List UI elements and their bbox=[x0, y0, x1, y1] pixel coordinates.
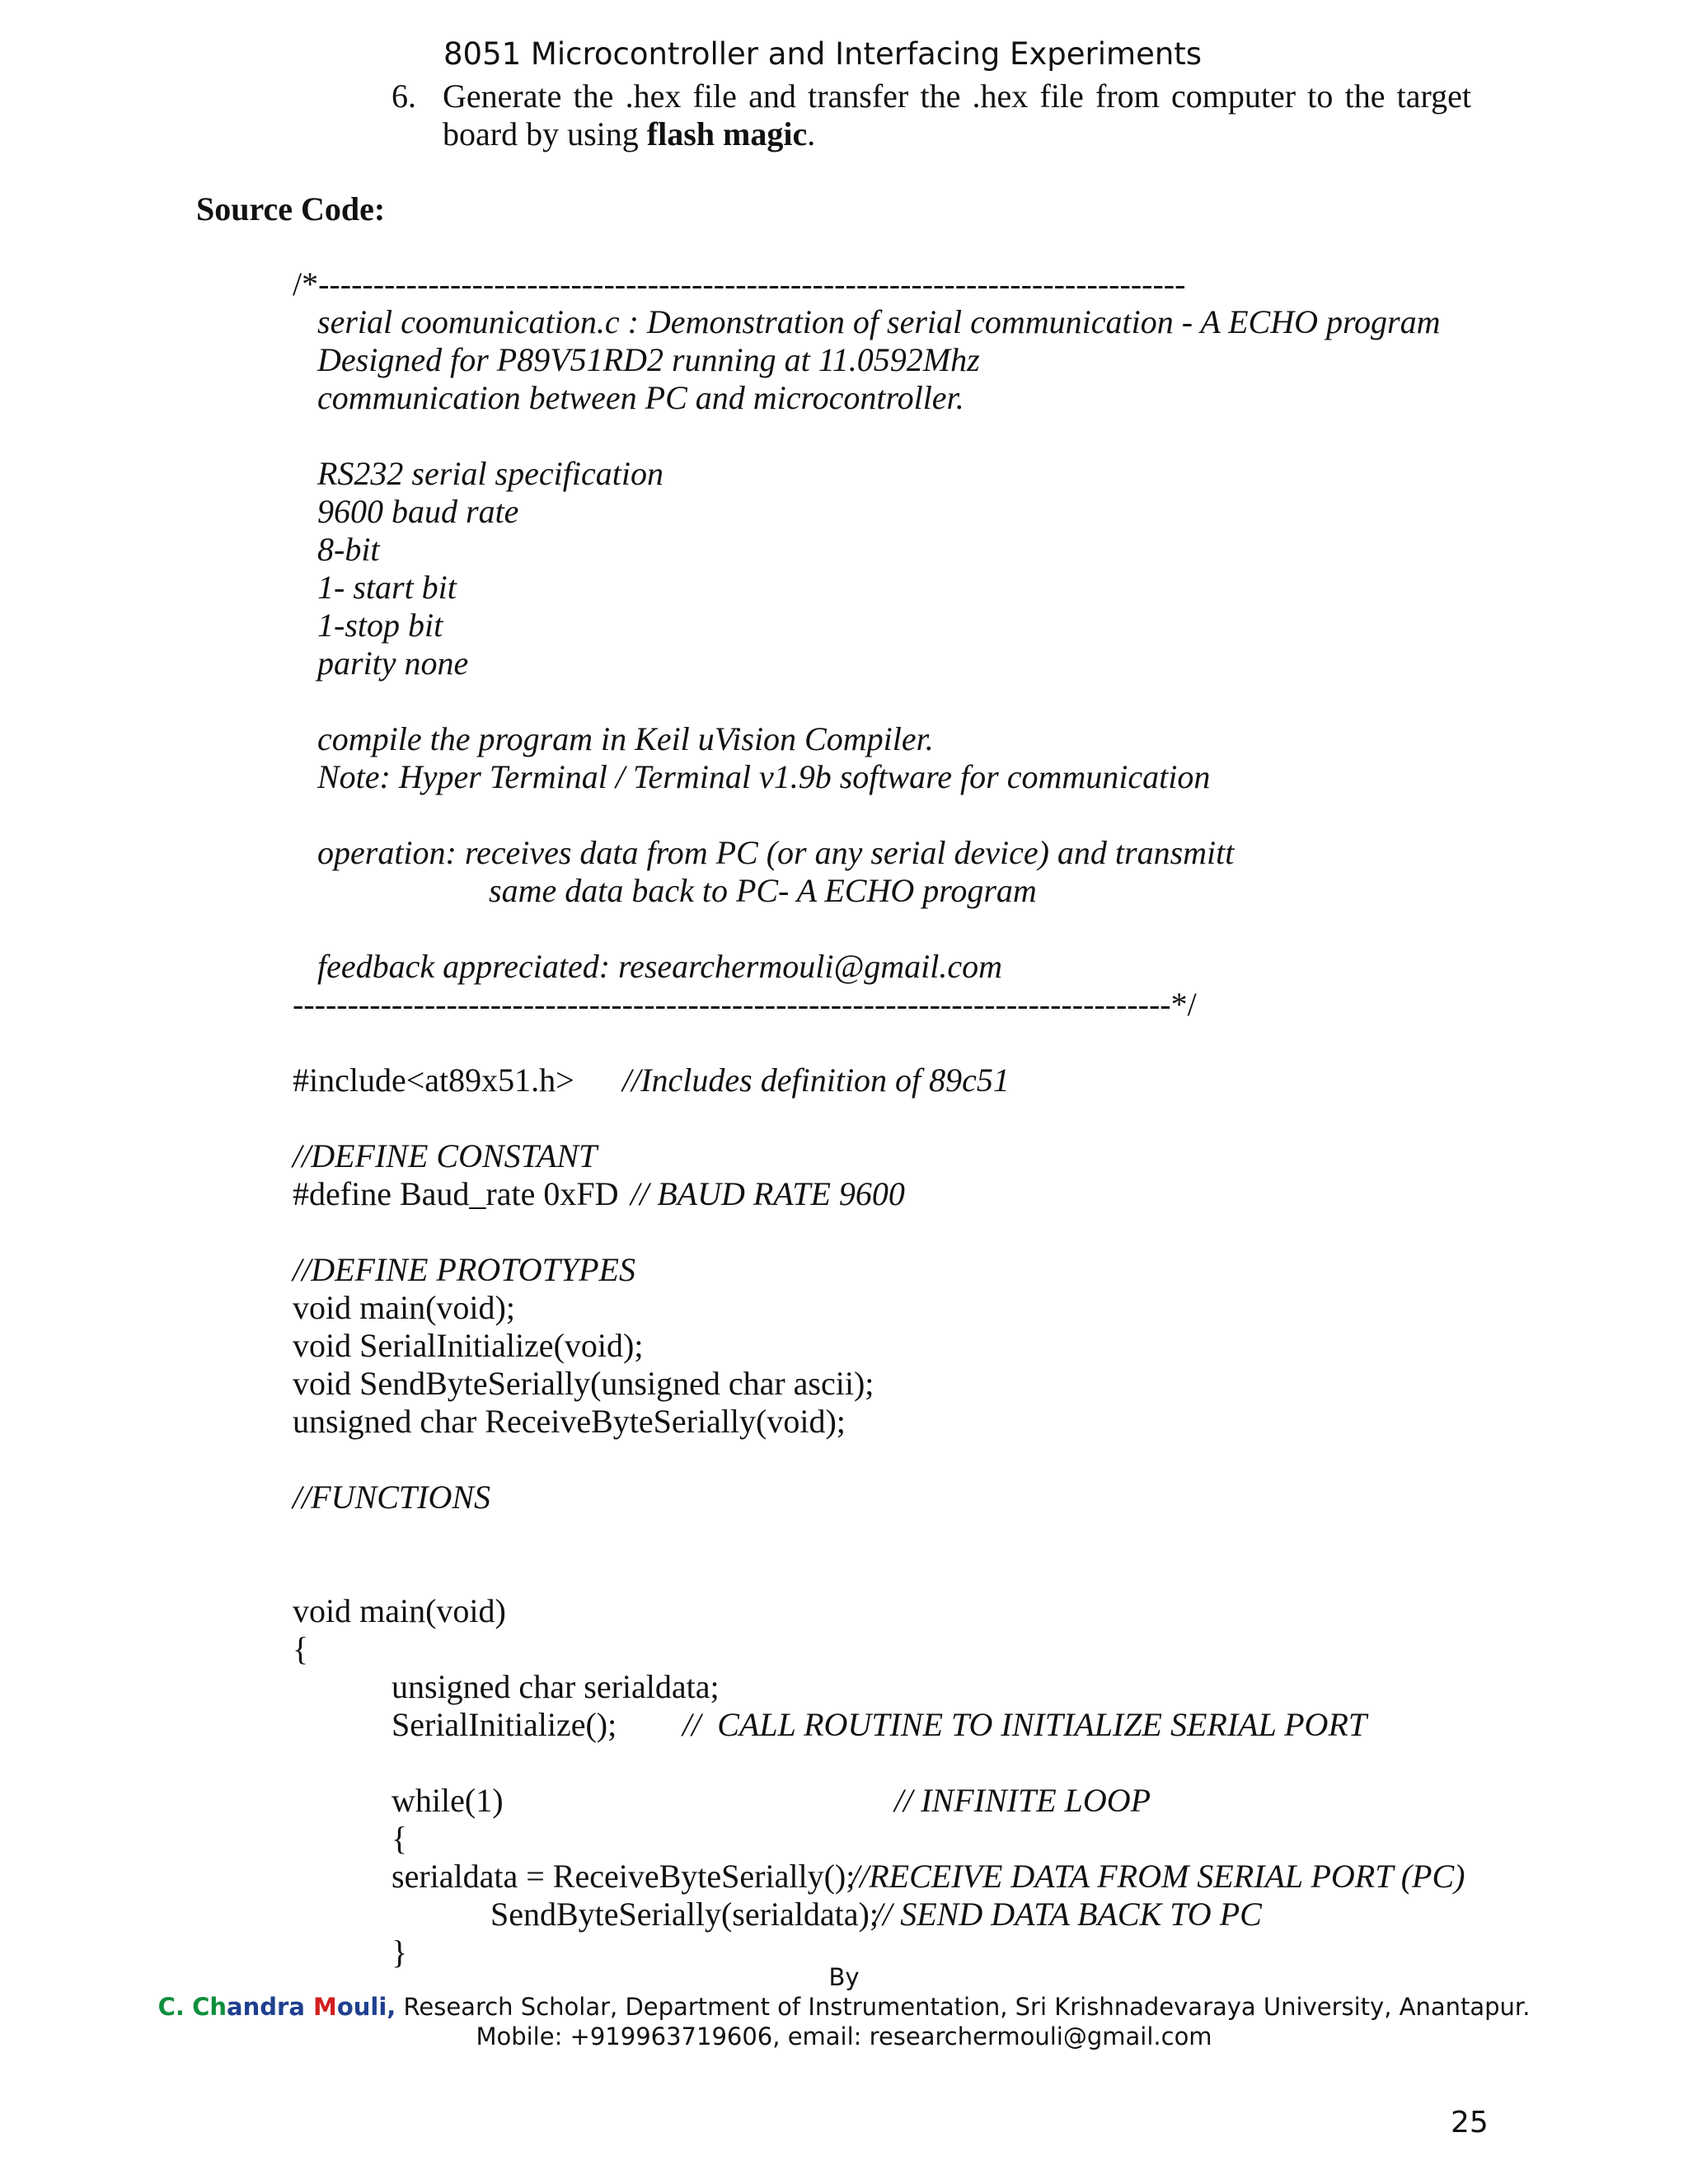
define-line: #define Baud_rate 0xFD bbox=[293, 1175, 619, 1212]
page-number: 25 bbox=[1451, 2106, 1489, 2139]
comment-line: parity none bbox=[317, 644, 469, 682]
comment-line: same data back to PC- A ECHO program bbox=[489, 872, 1037, 909]
comment-line: 1- start bit bbox=[317, 569, 457, 606]
prototype-line: void main(void); bbox=[293, 1289, 515, 1326]
open-brace: { bbox=[293, 1630, 309, 1667]
main-signature: void main(void) bbox=[293, 1592, 506, 1629]
while-line: while(1) bbox=[392, 1782, 504, 1819]
footer-contact: Mobile: +919963719606, email: researchermouli@gmail.com bbox=[476, 2022, 1212, 2050]
prototype-line: void SendByteSerially(unsigned char ascii); bbox=[293, 1365, 874, 1402]
footer-by: By bbox=[828, 1963, 860, 1991]
send-line: SendByteSerially(serialdata); bbox=[490, 1896, 879, 1933]
step-number: 6. bbox=[392, 77, 416, 115]
functions-comment: //FUNCTIONS bbox=[293, 1479, 491, 1516]
prototype-line: void SerialInitialize(void); bbox=[293, 1327, 644, 1364]
comment-line: compile the program in Keil uVision Compiler. bbox=[317, 720, 934, 757]
declaration-line: unsigned char serialdata; bbox=[392, 1668, 720, 1705]
running-header: 8051 Microcontroller and Interfacing Experiments bbox=[443, 36, 1203, 72]
author-initial: C. bbox=[157, 1993, 185, 2021]
define-prototypes-comment: //DEFINE PROTOTYPES bbox=[293, 1251, 635, 1288]
comment-line: 9600 baud rate bbox=[317, 493, 519, 530]
prototype-line: unsigned char ReceiveByteSerially(void); bbox=[293, 1403, 846, 1440]
comment-open-line: /*------------------------------------------------------------------------------- bbox=[293, 265, 1186, 302]
author-first-rest: andra bbox=[227, 1993, 313, 2021]
receive-comment: //RECEIVE DATA FROM SERIAL PORT (PC) bbox=[851, 1858, 1465, 1895]
include-comment: //Includes definition of 89c51 bbox=[622, 1062, 1010, 1099]
comment-line: serial coomunication.c : Demonstration of serial communication - A ECHO program bbox=[317, 303, 1441, 340]
step-text bbox=[443, 77, 1471, 153]
while-open-brace: { bbox=[392, 1820, 408, 1857]
author-first-initial: Ch bbox=[192, 1993, 227, 2021]
comment-line: Designed for P89V51RD2 running at 11.0592Mhz bbox=[317, 341, 980, 378]
init-comment: // CALL ROUTINE TO INITIALIZE SERIAL PORT bbox=[682, 1706, 1367, 1743]
while-close-brace: } bbox=[392, 1933, 408, 1971]
define-constant-comment: //DEFINE CONSTANT bbox=[293, 1137, 598, 1174]
step-text-before: Generate the .hex file and transfer the .hex file from computer to the target board by using bbox=[443, 77, 1471, 152]
include-line: #include<at89x51.h> bbox=[293, 1062, 574, 1099]
author-last-initial: M bbox=[313, 1993, 337, 2021]
define-comment: // BAUD RATE 9600 bbox=[631, 1175, 905, 1212]
step-text-bold: flash magic bbox=[646, 115, 808, 152]
comment-line: communication between PC and microcontroller. bbox=[317, 379, 964, 416]
author-affiliation: Research Scholar, Department of Instrumentation, Sri Krishnadevaraya University, Anantapur. bbox=[396, 1993, 1531, 2021]
author-last-rest: ouli, bbox=[336, 1993, 396, 2021]
step-text-after: . bbox=[807, 115, 816, 152]
comment-close-line: --------------------------------------------------------------------------------*/ bbox=[293, 986, 1197, 1023]
comment-line: feedback appreciated: researchermouli@gmail.com bbox=[317, 948, 1002, 985]
comment-line: 8-bit bbox=[317, 531, 380, 568]
step-6 bbox=[392, 77, 1471, 153]
comment-line: 1-stop bit bbox=[317, 607, 443, 644]
receive-line: serialdata = ReceiveByteSerially(); bbox=[392, 1858, 856, 1895]
comment-line: Note: Hyper Terminal / Terminal v1.9b software for communication bbox=[317, 758, 1211, 795]
comment-line: RS232 serial specification bbox=[317, 455, 663, 492]
send-comment: // SEND DATA BACK TO PC bbox=[865, 1896, 1262, 1933]
init-call-line: SerialInitialize(); bbox=[392, 1706, 617, 1743]
while-comment: // INFINITE LOOP bbox=[894, 1782, 1151, 1819]
section-title: Source Code: bbox=[196, 190, 386, 227]
comment-line: operation: receives data from PC (or any serial device) and transmitt bbox=[317, 834, 1235, 871]
footer-author bbox=[0, 1993, 1688, 2021]
